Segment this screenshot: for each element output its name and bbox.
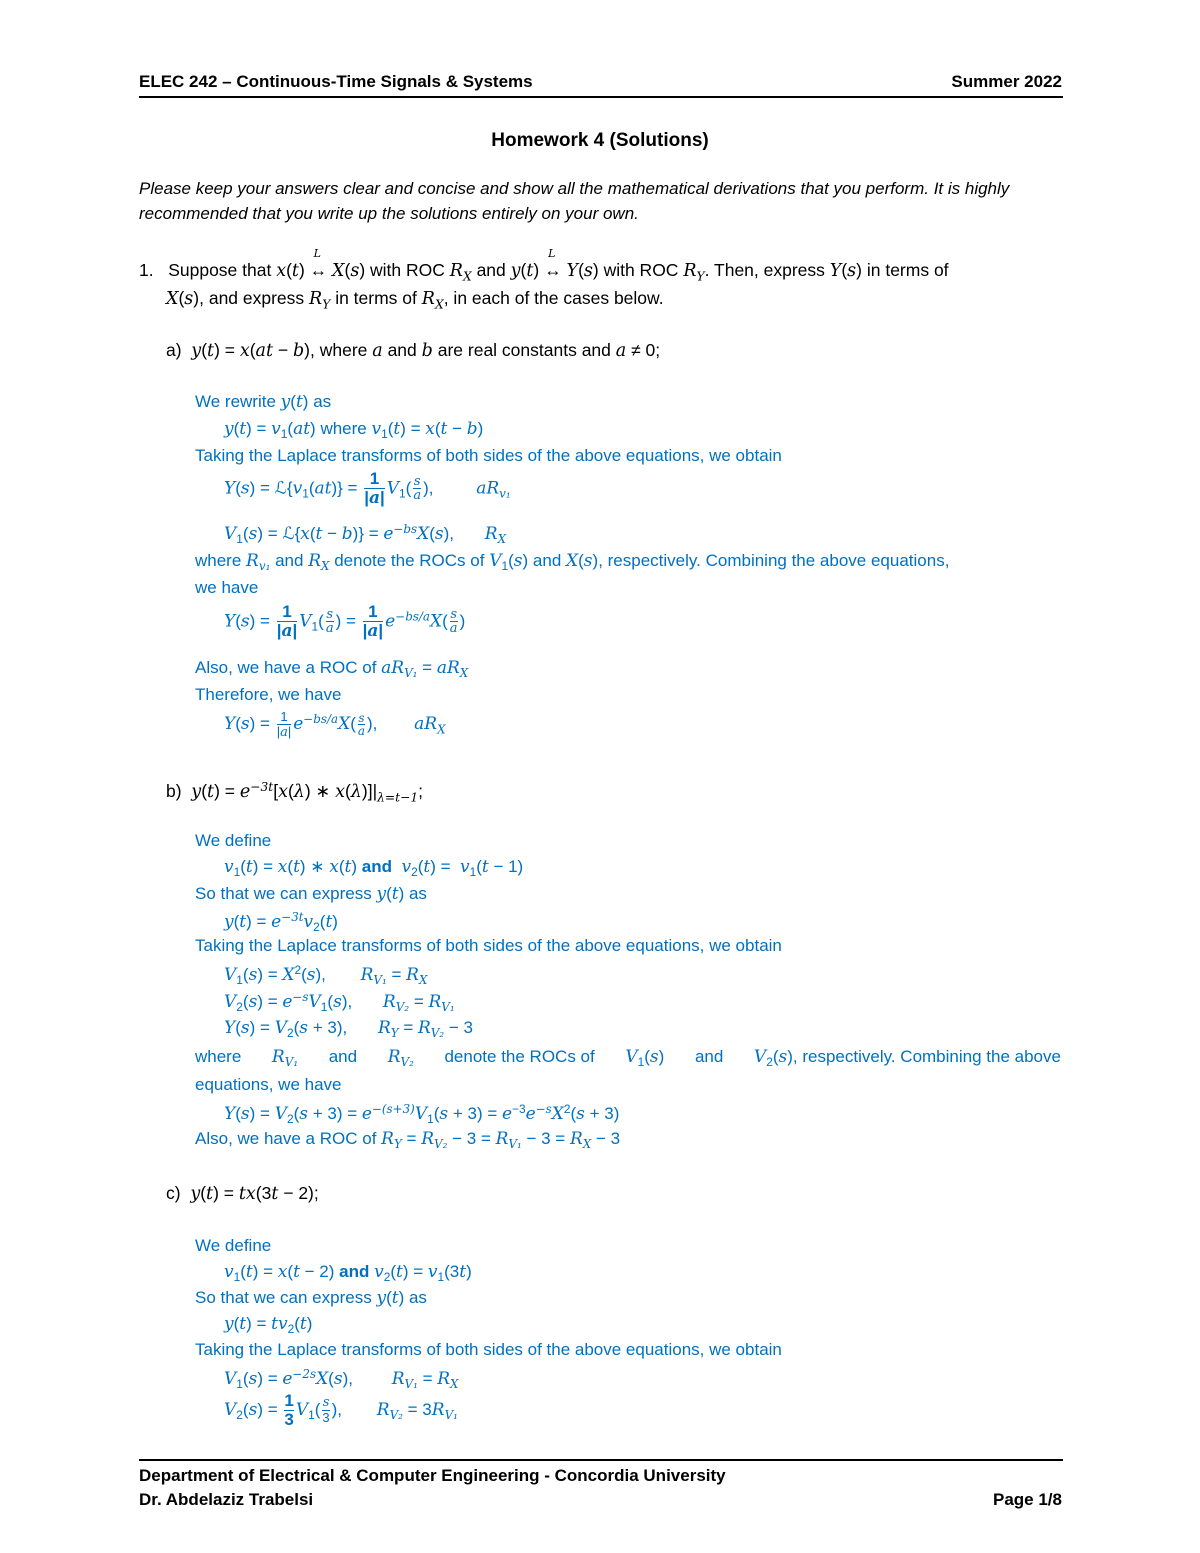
sol-a-line-1: We rewrite y(t) as xyxy=(195,392,332,412)
question-1-line-1: 1. Suppose that x(t) L ↔ X(s) with ROC $R_X$ and y(t) L ↔ Y(s) with ROC $R_Y$. Then, express Y(s) in terms of xyxy=(139,247,949,284)
laplace-pair-symbol: L ↔ xyxy=(544,247,562,280)
footer-rule xyxy=(139,1459,1063,1461)
sol-b-eq-2: $y(t) = e^{-3t}v_2(t)$ xyxy=(224,910,338,935)
sol-a-eq-4: Y(s) = $\frac{1}{|a|}$ $e^{-bs/a}X$( $\frac{s}{a}$ ), $aR_X$ xyxy=(224,709,446,740)
sol-c-eq-4: $V_2(s)$ = $\frac{1}{3}$ $V_1$( $\frac{s}{3}$ ), $R_{V_2} = 3R_{V_1}$ xyxy=(224,1391,458,1429)
part-c-label: c) xyxy=(166,1183,181,1203)
part-a-label: a) xyxy=(166,340,182,360)
footer-page-number: Page 1/8 xyxy=(993,1490,1062,1509)
sol-a-eq-3: Y(s) = $\frac{1}{|a|}$ $V_1$( $\frac{s}{a}$ ) = $\frac{1}{|a|}$ $e^{-bs/a}X$( $\frac{s}{a}$ ) xyxy=(224,602,466,641)
footer-department: Department of Electrical & Computer Engineering - Concordia University xyxy=(139,1466,726,1485)
sol-b-eq-1: $v_1(t) = x(t)$ ∗ x(t) and $v_2(t) = v_1(t - 1)$ xyxy=(224,857,524,880)
sol-b-line-6: Also, we have a ROC of $R_Y = R_{V_2} - 3 = R_{V_1} - 3 = R_X - 3$ xyxy=(195,1129,621,1152)
sol-a-line-3: Taking the Laplace transforms of both sides of the above equations, we obtain xyxy=(195,446,782,465)
question-number: 1. xyxy=(139,260,154,280)
sol-b-line-4: where $R_{V_1}$ and $R_{V_2}$ denote the ROCs of $V_1(s)$ and $V_2(s)$, respectively. Combining the above xyxy=(195,1047,1061,1070)
part-b-statement: b) $y(t) = e^{-3t}[x(\lambda)$ ∗ $x(\lambda)]|_{\lambda=t-1}$; xyxy=(166,780,424,805)
question-1-line-2: X(s), and express $R_Y$ in terms of $R_X$, in each of the cases below. xyxy=(166,288,664,312)
sol-a-line-6: Also, we have a ROC of $aR_{V_1} = aR_X$ xyxy=(195,658,469,681)
sol-c-line-2: So that we can express y(t) as xyxy=(195,1288,427,1308)
sol-a-line-4: where $R_{v_1}$ and $R_X$ denote the ROCs of $V_1(s)$ and X(s), respectively. Combining the above equations, xyxy=(195,551,950,574)
sol-c-eq-1: $v_1(t) = x(t - 2)$ and $v_2(t) = v_1(3t)$ xyxy=(224,1262,472,1285)
sol-c-line-3: Taking the Laplace transforms of both sides of the above equations, we obtain xyxy=(195,1340,782,1359)
sol-b-line-3: Taking the Laplace transforms of both sides of the above equations, we obtain xyxy=(195,936,782,955)
course-title: ELEC 242 – Continuous-Time Signals & Systems xyxy=(139,72,533,91)
intro-line-2: recommended that you write up the solutions entirely on your own. xyxy=(139,204,639,223)
sol-a-eq-2: $V_1(s)$ = ℒ{x(t − $b)\} = e^{-bs}X(s)$, $R_X$ xyxy=(224,522,507,547)
term: Summer 2022 xyxy=(951,72,1062,91)
sol-a-line-2: $y(t) = v_1(at)$ where $v_1(t) = x(t - b)$ xyxy=(224,419,484,442)
part-c-statement: c) y(t) = tx(3t − 2); xyxy=(166,1183,319,1204)
part-a-statement: a) y(t) = x(at − b), where a and b are real constants and a ≠ 0; xyxy=(166,340,661,361)
sol-b-eq-6: $Y(s) = V_2(s + 3) = e^{-(s+3)}V_1(s + 3) = e^{-3}e^{-s}X^2(s + 3)$ xyxy=(224,1102,620,1127)
sol-b-line-2: So that we can express y(t) as xyxy=(195,884,427,904)
footer-author: Dr. Abdelaziz Trabelsi xyxy=(139,1490,314,1509)
part-b-label: b) xyxy=(166,781,182,802)
sol-b-eq-5: $Y(s) = V_2(s + 3)$, $R_Y = R_{V_2} - 3$ xyxy=(224,1018,473,1041)
sol-a-eq-1: $Y(s) = ℒ\{v_1(at)\}$ = $\frac{1}{|a|}$ $V_1$( $\frac{s}{a}$ ), $aR_{v_1}$ xyxy=(224,469,511,508)
sol-c-eq-3: $V_1(s) = e^{-2s}X(s)$, $R_{V_1} = R_X$ xyxy=(224,1367,459,1392)
sol-b-eq-4: $V_2(s) = e^{-s}V_1(s)$, $R_{V_2} = R_{V_1}$ xyxy=(224,990,455,1015)
sol-a-line-5: we have xyxy=(195,578,259,597)
sol-a-line-7: Therefore, we have xyxy=(195,685,342,704)
header-rule xyxy=(139,96,1063,98)
sol-b-eq-3: $V_1(s) = X^2(s)$, $R_{V_1} = R_X$ xyxy=(224,963,428,988)
page-title: Homework 4 (Solutions) xyxy=(491,130,709,151)
sol-c-line-1: We define xyxy=(195,1236,272,1255)
sol-b-line-5: equations, we have xyxy=(195,1075,342,1094)
laplace-pair-symbol: L ↔ xyxy=(309,247,328,280)
intro-line-1: Please keep your answers clear and concise and show all the mathematical derivations that you perform. It is highly xyxy=(139,179,1010,198)
sol-c-eq-2: $y(t) = tv_2(t)$ xyxy=(224,1314,313,1337)
sol-b-line-1: We define xyxy=(195,831,272,850)
